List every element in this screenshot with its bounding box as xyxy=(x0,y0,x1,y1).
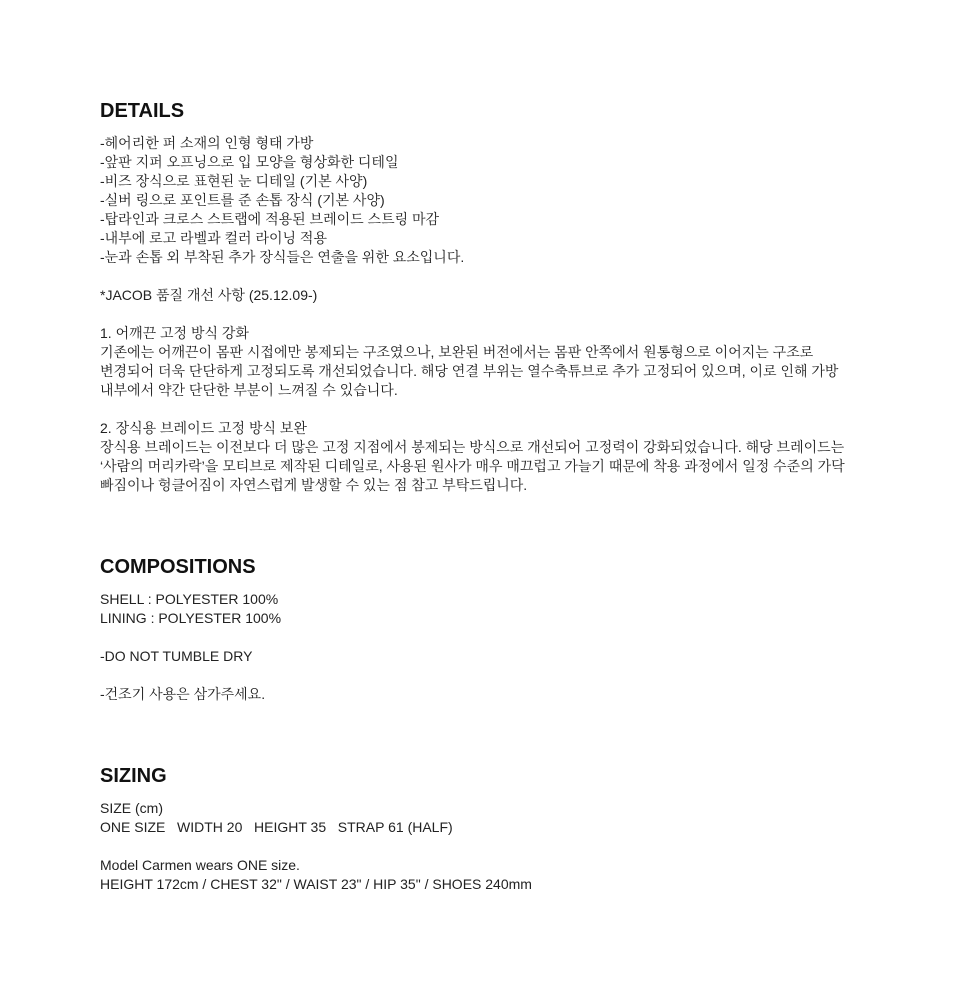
sizing-heading: SIZING xyxy=(100,765,167,787)
details-section xyxy=(100,99,860,495)
compositions-section xyxy=(100,555,860,704)
improvement-title: 1. 어깨끈 고정 방식 강화 xyxy=(100,325,249,341)
improvement-text: 기존에는 어깨끈이 몸판 시접에만 봉제되는 구조였으나, 보완된 버전에서는 몸판 안쪽에서 원통형으로 이어지는 구조로 변경되어 더욱 단단하게 고정되도록 개선되었습니다. 해당 연결 부위는 열수축튜브로 추가 고정되어 있으며, 이로 인해 가방 내부에서 약간 단단한 부분이 느껴질 수 있습니다. xyxy=(100,344,839,398)
spacer xyxy=(100,267,860,286)
spacer xyxy=(100,837,860,856)
detail-bullet: -실버 링으로 포인트를 준 손톱 장식 (기본 사양) xyxy=(100,192,385,208)
size-measurements: ONE SIZE WIDTH 20 HEIGHT 35 STRAP 61 (HALF) xyxy=(100,819,453,835)
quality-notice-title: *JACOB 품질 개선 사항 (25.12.09-) xyxy=(100,287,318,303)
sizing-body xyxy=(100,799,860,894)
detail-bullet: -탑라인과 크로스 스트랩에 적용된 브레이드 스트링 마감 xyxy=(100,211,440,227)
lining-material: LINING : POLYESTER 100% xyxy=(100,610,282,626)
spacer xyxy=(100,305,860,324)
compositions-heading: COMPOSITIONS xyxy=(100,556,256,578)
care-instruction-ko: -건조기 사용은 삼가주세요. xyxy=(100,686,266,702)
details-body xyxy=(100,134,860,495)
detail-bullet: -내부에 로고 라벨과 컬러 라이닝 적용 xyxy=(100,230,327,246)
spacer xyxy=(100,666,860,685)
model-measurements: HEIGHT 172cm / CHEST 32" / WAIST 23" / HIP 35" / SHOES 240mm xyxy=(100,876,532,892)
improvement-title: 2. 장식용 브레이드 고정 방식 보완 xyxy=(100,420,307,436)
model-size-note: Model Carmen wears ONE size. xyxy=(100,857,300,873)
detail-bullet: -헤어리한 퍼 소재의 인형 형태 가방 xyxy=(100,135,314,151)
detail-bullet: -앞판 지퍼 오프닝으로 입 모양을 형상화한 디테일 xyxy=(100,154,399,170)
improvement-text: 장식용 브레이드는 이전보다 더 많은 고정 지점에서 봉제되는 방식으로 개선되어 고정력이 강화되었습니다. 해당 브레이드는 ‘사람의 머리카락’을 모티브로 제작된 디테일로, 사용된 원사가 매우 매끄럽고 가늘기 때문에 착용 과정에서 일정 수준의 가닥 빠짐이나 헝클어짐이 자연스럽게 발생할 수 있는 점 참고 부탁드립니다. xyxy=(100,439,845,493)
spacer xyxy=(100,400,860,419)
care-instruction-en: -DO NOT TUMBLE DRY xyxy=(100,648,253,664)
shell-material: SHELL : POLYESTER 100% xyxy=(100,591,279,607)
size-unit-label: SIZE (cm) xyxy=(100,800,163,816)
detail-bullet: -비즈 장식으로 표현된 눈 디테일 (기본 사양) xyxy=(100,173,368,189)
sizing-section xyxy=(100,764,860,894)
details-heading: DETAILS xyxy=(100,100,185,122)
detail-bullet: -눈과 손톱 외 부착된 추가 장식들은 연출을 위한 요소입니다. xyxy=(100,249,465,265)
compositions-body xyxy=(100,590,860,704)
spacer xyxy=(100,628,860,647)
